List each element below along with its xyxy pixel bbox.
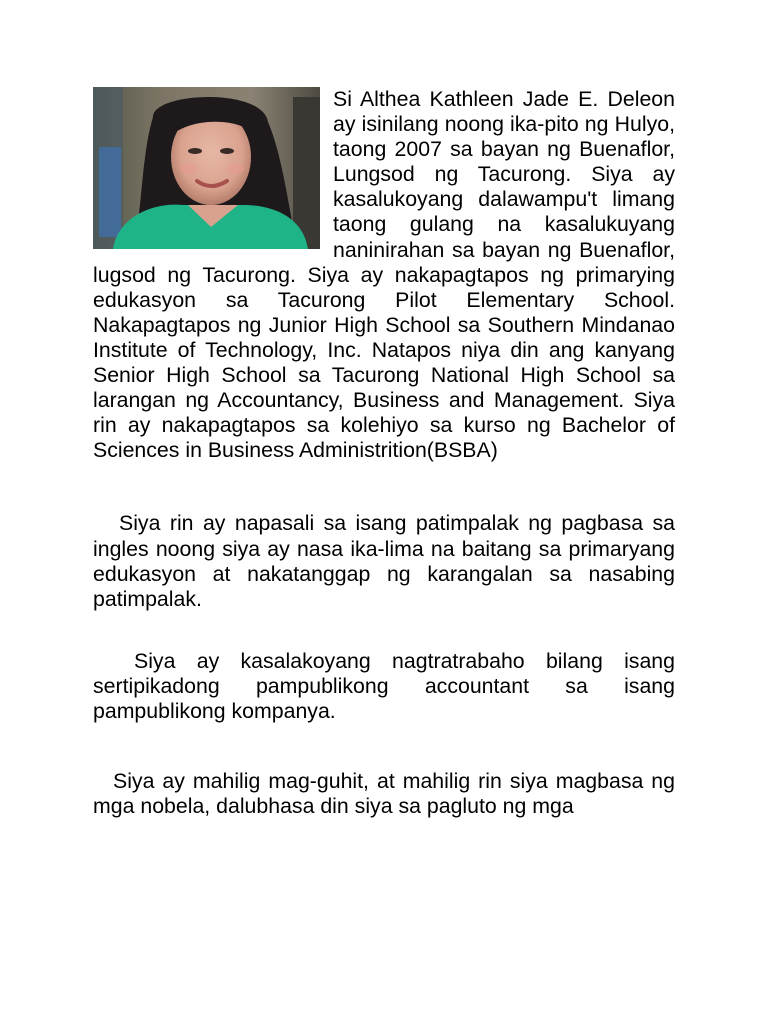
paragraph-hobbies: Siya ay mahilig mag-guhit, at mahilig rin siya magbasa ng mga nobela, dalubhasa din siya sa pagluto ng mga	[93, 769, 675, 819]
document-body	[93, 87, 675, 819]
portrait-image	[93, 87, 320, 249]
portrait-photo	[93, 87, 320, 249]
paragraph-biography: Si Althea Kathleen Jade E. Deleon ay isinilang noong ika-pito ng Hulyo, taong 2007 sa bayan ng Buenaflor, Lungsod ng Tacurong. Siya ay kasalukoyang dalawampu't limang taong gulang na kasalukuyang naninirahan sa bayan ng Buenaflor, lugsod ng Tacurong. Siya ay nakapagtapos ng primarying edukasyon sa Tacurong Pilot Elementary School. Nakapagtapos ng Junior High School sa Southern Mindanao Institute of Technology, Inc. Natapos niya din ang kanyang Senior High School sa Tacurong National High School sa larangan ng Accountancy, Business and Management. Siya rin ay nakapagtapos sa kolehiyo sa kurso ng Bachelor of Sciences in Business Administrition(BSBA)	[93, 87, 675, 463]
paragraph-contest: Siya rin ay napasali sa isang patimpalak ng pagbasa sa ingles noong siya ay nasa ika-lima na baitang sa primaryang edukasyon at nakatanggap ng karangalan sa nasabing patimpalak.	[93, 511, 675, 611]
paragraph-work: Siya ay kasalakoyang nagtratrabaho bilang isang sertipikadong pampublikong accountant sa isang pampublikong kompanya.	[93, 648, 675, 723]
